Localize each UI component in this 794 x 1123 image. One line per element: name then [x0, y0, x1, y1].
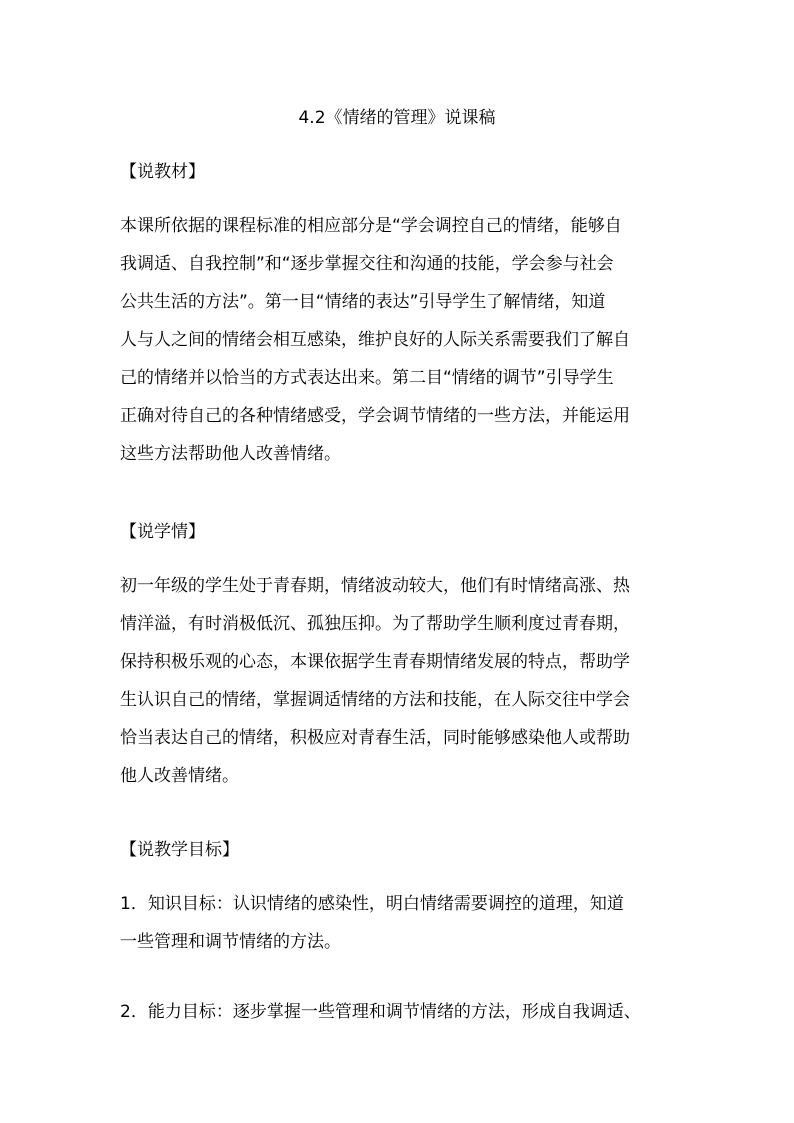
paragraph-line: 公共生活的方法”。第一目“情绪的表达”引导学生了解情绪，知道 [120, 292, 606, 312]
section-heading-teaching-material: 【说教材】 [120, 162, 205, 182]
paragraph-line: 人与人之间的情绪会相互感染，维护良好的人际关系需要我们了解自 [120, 330, 630, 350]
paragraph-line: 初一年级的学生处于青春期，情绪波动较大，他们有时情绪高涨、热 [120, 576, 630, 596]
paragraph-line: 本课所依据的课程标准的相应部分是“学会调控自己的情绪，能够自 [120, 216, 622, 236]
paragraph-line: 他人改善情绪。 [120, 766, 239, 786]
paragraph-line: 这些方法帮助他人改善情绪。 [120, 444, 341, 464]
section-heading-teaching-goals: 【说教学目标】 [120, 840, 239, 860]
section-heading-student-situation: 【说学情】 [120, 522, 205, 542]
paragraph-line: 生认识自己的情绪，掌握调适情绪的方法和技能，在人际交往中学会 [120, 690, 630, 710]
goal-line: 2．能力目标：逐步掌握一些管理和调节情绪的方法，形成自我调适、 [120, 1002, 641, 1022]
goal-line: 1．知识目标：认识情绪的感染性，明白情绪需要调控的道理，知道 [120, 894, 624, 914]
paragraph-line: 恰当表达自己的情绪，积极应对青春生活，同时能够感染他人或帮助 [120, 728, 630, 748]
paragraph-line: 情洋溢，有时消极低沉、孤独压抑。为了帮助学生顺利度过青春期， [120, 614, 630, 634]
paragraph-line: 正确对待自己的各种情绪感受，学会调节情绪的一些方法，并能运用 [120, 406, 630, 426]
paragraph-line: 我调适、自我控制”和“逐步掌握交往和沟通的技能，学会参与社会 [120, 254, 614, 274]
document-title: 4.2《情绪的管理》说课稿 [298, 108, 496, 128]
goal-line: 一些管理和调节情绪的方法。 [120, 932, 341, 952]
paragraph-line: 保持积极乐观的心态，本课依据学生青春期情绪发展的特点，帮助学 [120, 652, 630, 672]
paragraph-line: 己的情绪并以恰当的方式表达出来。第二目“情绪的调节”引导学生 [120, 368, 614, 388]
